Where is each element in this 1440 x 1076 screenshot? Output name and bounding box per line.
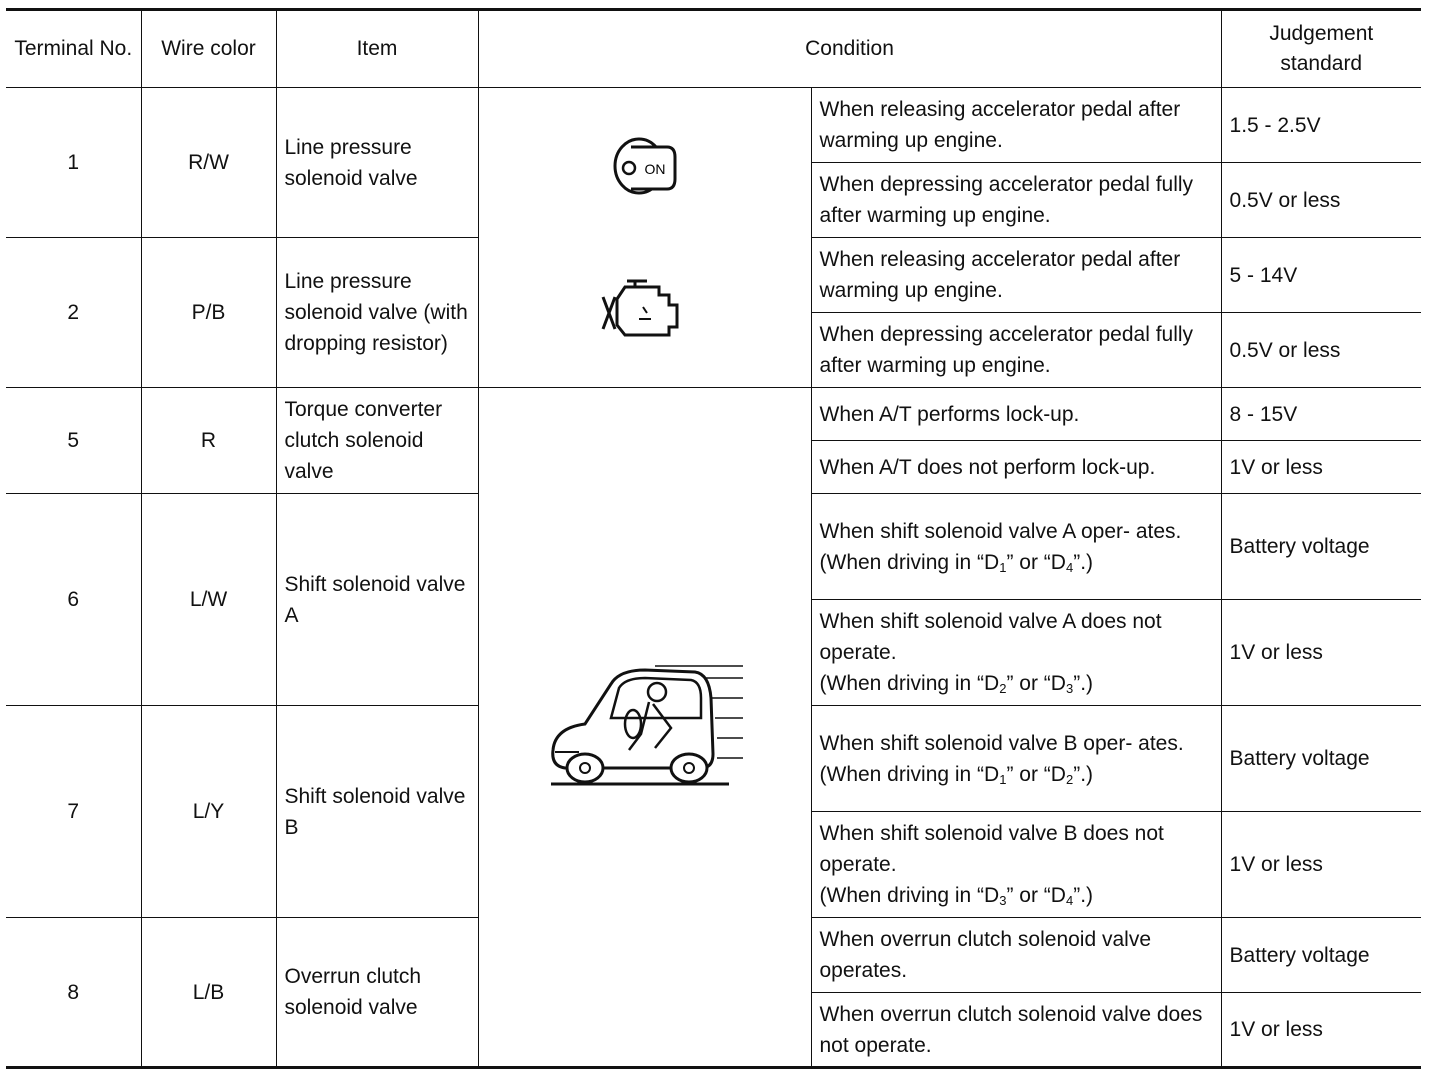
judgement-value: 1.5 - 2.5V [1221,88,1421,163]
engine-running-icon [599,279,691,343]
car-driving-icon [545,658,745,788]
wire-color: L/B [141,918,276,1068]
table-row [6,88,1421,163]
terminal-no: 5 [6,388,141,494]
judgement-value: Battery voltage [1221,918,1421,993]
item-name: Line pressure solenoid valve (with dropping resistor) [276,238,478,388]
header-wire-color: Wire color [141,10,276,88]
condition-cell [811,706,1221,812]
condition-note: (When driving in “$D_2$” or “$D_3$”.) [819,672,1094,696]
condition-text: When A/T does not perform lock-up. [811,441,1221,494]
item-name: Line pressure solenoid valve [276,88,478,238]
condition-text: When releasing accelerator pedal after warming up engine. [811,88,1221,163]
judgement-value: 1V or less [1221,600,1421,706]
terminal-no: 8 [6,918,141,1068]
judgement-value: 1V or less [1221,993,1421,1068]
judgement-value: Battery voltage [1221,494,1421,600]
item-name: Overrun clutch solenoid valve [276,918,478,1068]
condition-note: (When driving in “$D_1$” or “$D_4$”.) [819,550,1094,575]
condition-cell [811,494,1221,600]
condition-text: When A/T performs lock-up. [811,388,1221,441]
wire-color: P/B [141,238,276,388]
condition-text: When releasing accelerator pedal after warming up engine. [811,238,1221,313]
terminal-spec-table [6,8,1421,1069]
wire-color: R [141,388,276,494]
condition-text: When overrun clutch solenoid valve does not operate. [811,993,1221,1068]
terminal-no: 7 [6,706,141,918]
judgement-value: 0.5V or less [1221,163,1421,238]
header-row [6,10,1421,88]
condition-note: (When driving in “$D_3$” or “$D_4$”.) [819,884,1094,908]
judgement-value: 0.5V or less [1221,313,1421,388]
terminal-no: 6 [6,494,141,706]
condition-note: (When driving in “$D_1$” or “$D_2$”.) [819,762,1094,787]
wire-color: L/W [141,494,276,706]
ignition-key-on-icon [609,133,681,199]
condition-text: When depressing accelerator pedal fully after warming up engine. [811,163,1221,238]
header-condition: Condition [478,10,1221,88]
condition-text: When shift solenoid valve A does not operate. [819,610,1162,664]
wire-color: R/W [141,88,276,238]
condition-cell [811,600,1221,706]
item-name: Torque converter clutch solenoid valve [276,388,478,494]
item-name: Shift solenoid valve A [276,494,478,706]
condition-text: When shift solenoid valve B oper- ates. [819,731,1184,755]
table-row [6,388,1421,441]
judgement-value: 1V or less [1221,812,1421,918]
condition-icons-engine [478,88,811,388]
terminal-no: 2 [6,238,141,388]
wire-color: L/Y [141,706,276,918]
item-name: Shift solenoid valve B [276,706,478,918]
judgement-value: Battery voltage [1221,706,1421,812]
header-item: Item [276,10,478,88]
condition-text: When overrun clutch solenoid valve operates. [811,918,1221,993]
header-terminal: Terminal No. [6,10,141,88]
condition-text: When shift solenoid valve B does not operate. [819,822,1164,876]
condition-text: When depressing accelerator pedal fully after warming up engine. [811,313,1221,388]
ignition-on-label: ON [644,160,665,177]
condition-cell [811,812,1221,918]
judgement-value: 8 - 15V [1221,388,1421,441]
terminal-no: 1 [6,88,141,238]
header-judgement: Judgement standard [1221,10,1421,88]
judgement-value: 1V or less [1221,441,1421,494]
judgement-value: 5 - 14V [1221,238,1421,313]
condition-icons-driving [478,388,811,1068]
condition-text: When shift solenoid valve A oper- ates. [819,519,1182,543]
